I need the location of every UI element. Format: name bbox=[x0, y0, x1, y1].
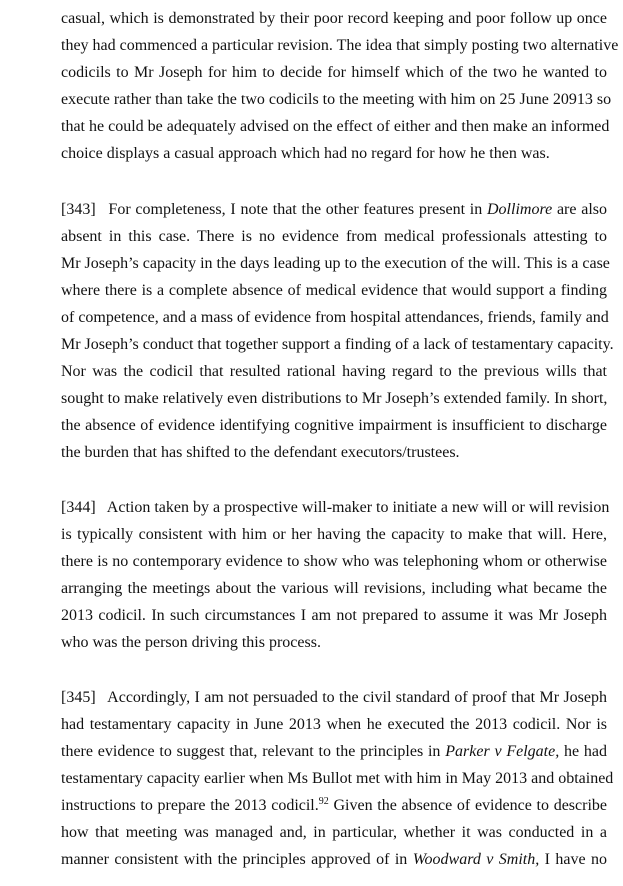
text-line: Nor was the codicil that resulted rational having regard to the previous wills that bbox=[61, 363, 607, 380]
case-name: Parker v Felgate, bbox=[445, 743, 560, 760]
text-line: the absence of evidence identifying cognitive impairment is insufficient to discharge bbox=[61, 417, 607, 434]
case-name: Woodward v Smith, bbox=[412, 851, 540, 868]
paragraph-number: [345] bbox=[61, 689, 96, 706]
text-span: manner consistent with the principles approved of in bbox=[61, 851, 408, 868]
text-line bbox=[61, 846, 607, 873]
text-line: Mr Joseph’s conduct that together support a finding of a lack of testamentary capacity. bbox=[61, 336, 614, 353]
text-line: they had commenced a particular revision. The idea that simply posting two alternative bbox=[61, 37, 619, 54]
paragraph-344 bbox=[61, 494, 610, 656]
text-line: Mr Joseph’s capacity in the days leading up to the execution of the will. This is a case bbox=[61, 255, 610, 272]
text-span: he had bbox=[564, 743, 608, 760]
text-line: there is no contemporary evidence to show who was telephoning whom or otherwise bbox=[61, 553, 607, 570]
text-line: arranging the meetings about the various will revisions, including what became the bbox=[61, 580, 607, 597]
text-line: execute rather than take the two codicils to the meeting with him on 25 June 20913 so bbox=[61, 91, 612, 108]
text-span: Given the absence of evidence to describe bbox=[328, 797, 607, 814]
text-line: is typically consistent with him or her having the capacity to make that will. Here, bbox=[61, 526, 607, 543]
text-line: absent in this case. There is no evidence from medical professionals attesting to bbox=[61, 228, 607, 245]
text-line: choice displays a casual approach which had no regard for how he then was. bbox=[61, 145, 550, 162]
text-line bbox=[61, 684, 607, 711]
text-line: 2013 codicil. In such circumstances I am not prepared to assume it was Mr Joseph bbox=[61, 607, 607, 624]
text-line: who was the person driving this process. bbox=[61, 634, 321, 651]
text-line: had testamentary capacity in June 2013 when he executed the 2013 codicil. Nor is bbox=[61, 716, 607, 733]
text-line: where there is a complete absence of medical evidence that would support a finding bbox=[61, 282, 607, 299]
text-span: are also bbox=[556, 201, 608, 218]
text-line: codicils to Mr Joseph for him to decide for himself which of the two he wanted to bbox=[61, 64, 607, 81]
paragraph-continued bbox=[61, 5, 619, 167]
case-name: Dollimore bbox=[487, 201, 553, 218]
text-line: that he could be adequately advised on the effect of either and then make an informed bbox=[61, 118, 610, 135]
text-line bbox=[61, 738, 607, 765]
text-line bbox=[61, 196, 607, 223]
text-span: For completeness, I note that the other features present in bbox=[108, 201, 483, 218]
text-line: sought to make relatively even distributions to Mr Joseph’s extended family. In short, bbox=[61, 390, 608, 407]
text-line: of competence, and a mass of evidence from hospital attendances, friends, family and bbox=[61, 309, 609, 326]
text-line: testamentary capacity earlier when Ms Bullot met with him in May 2013 and obtained bbox=[61, 770, 614, 787]
text-line: casual, which is demonstrated by their poor record keeping and poor follow up once bbox=[61, 10, 607, 27]
paragraph-number: [343] bbox=[61, 201, 96, 218]
text-line: the burden that has shifted to the defendant executors/trustees. bbox=[61, 444, 460, 461]
paragraph-345 bbox=[61, 684, 614, 873]
text-line: how that meeting was managed and, in particular, whether it was conducted in a bbox=[61, 824, 607, 841]
text-line bbox=[61, 494, 610, 521]
text-span: Action taken by a prospective will-maker to initiate a new will or will revision bbox=[106, 499, 610, 516]
text-span: instructions to prepare the 2013 codicil. bbox=[61, 797, 319, 814]
footnote-reference[interactable]: 92 bbox=[318, 796, 329, 807]
text-span: I have no bbox=[544, 851, 608, 868]
paragraph-number: [344] bbox=[61, 499, 96, 516]
text-line bbox=[61, 792, 607, 819]
paragraph-343 bbox=[61, 196, 614, 466]
text-span: there evidence to suggest that, relevant to the principles in bbox=[61, 743, 441, 760]
text-span: Accordingly, I am not persuaded to the civil standard of proof that Mr Joseph bbox=[107, 689, 607, 706]
